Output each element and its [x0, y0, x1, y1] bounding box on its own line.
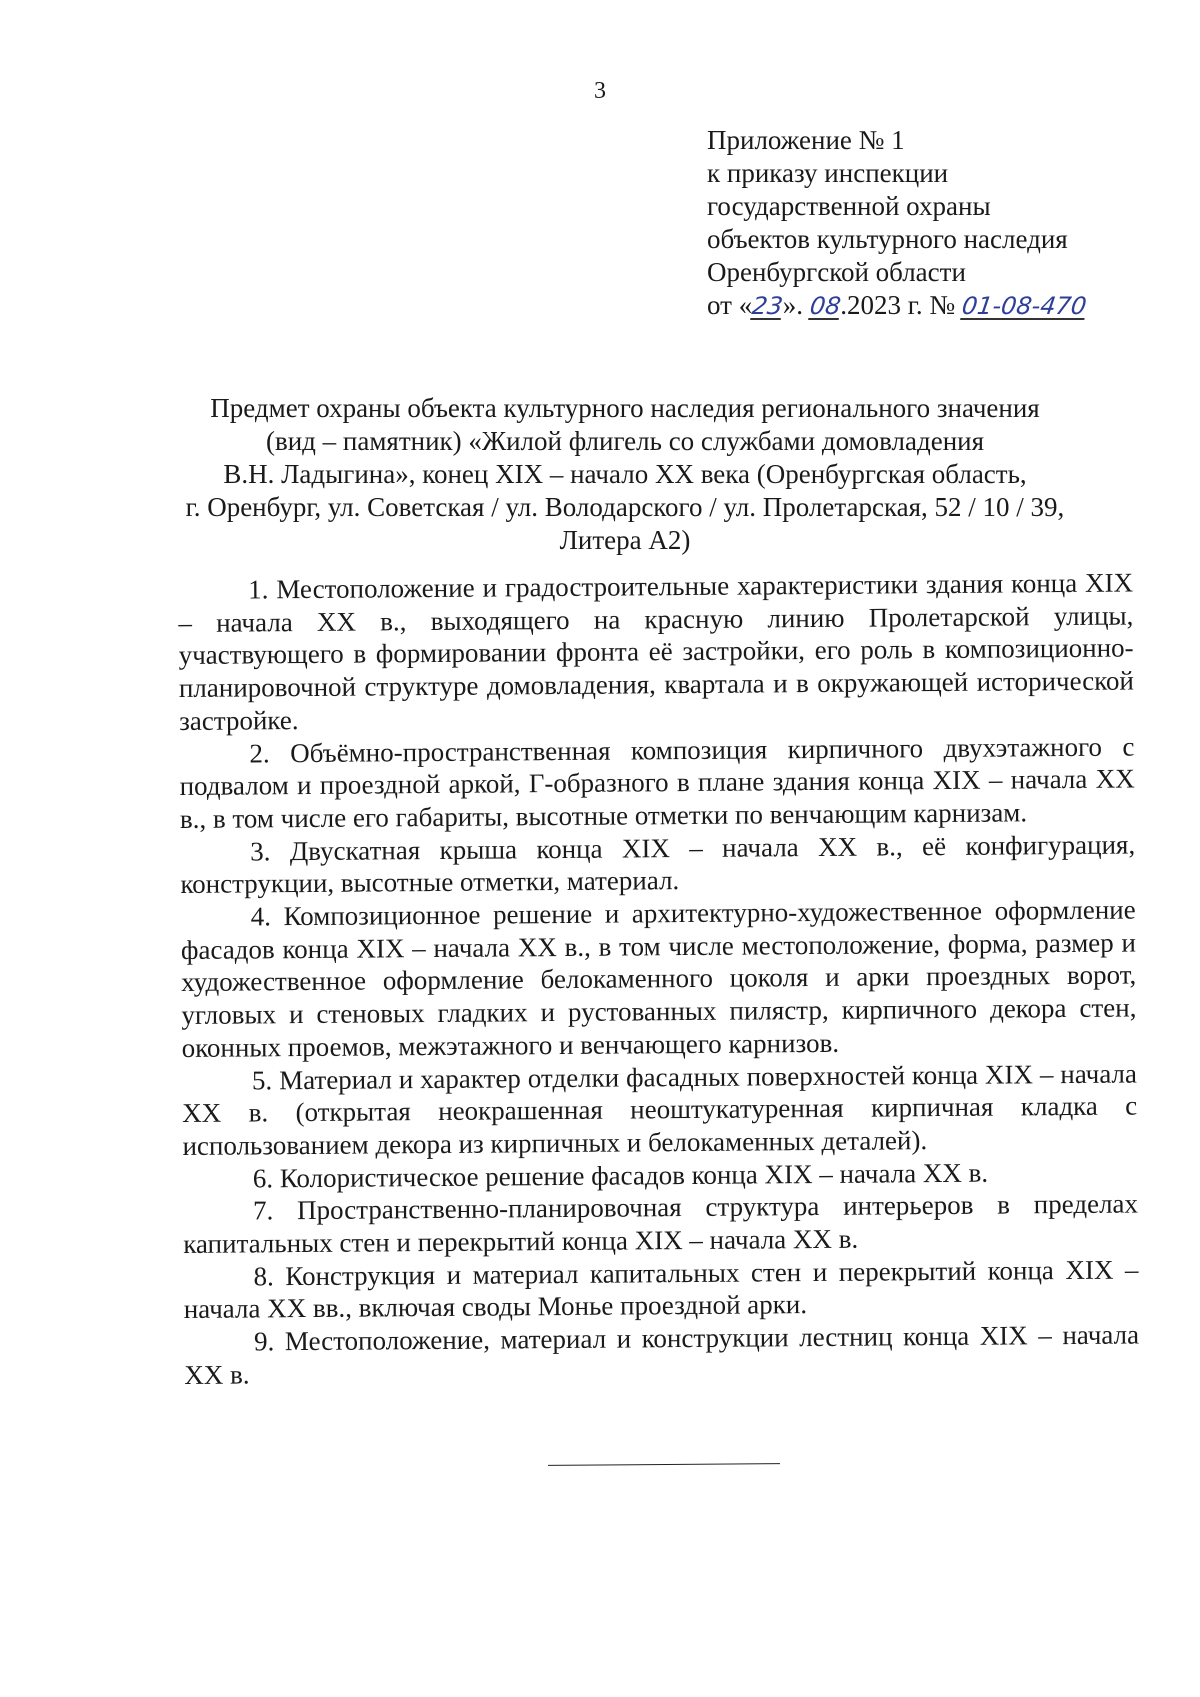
list-item: 6. Колористическое решение фасадов конца XIX – начала XX в.: [252, 1157, 989, 1194]
appendix-line: к приказу инспекции: [707, 158, 949, 188]
title-line: Предмет охраны объекта культурного наследия регионального значения: [210, 393, 1040, 423]
end-divider: [548, 1463, 780, 1466]
date-prefix: от «: [707, 290, 753, 320]
handwritten-order-number: 01-08-470: [959, 292, 1089, 320]
appendix-date-line: [707, 289, 1177, 323]
list-item: 5. Материал и характер отделки фасадных поверхностей конца XIX – начала XX в. (открытая неокрашенная неоштукатуренная кирпичная кладка с использованием декора из кирпичных и белокаменных деталей).: [182, 1058, 1138, 1161]
list-item: 8. Конструкция и материал капитальных стен и перекрытий конца XIX – начала XX вв., включая своды Монье проездной арки.: [183, 1254, 1139, 1325]
appendix-line: Оренбургской области: [707, 257, 966, 287]
handwritten-month: 08: [807, 292, 843, 320]
title-line: В.Н. Ладыгина», конец XIX – начало XX века (Оренбургская область,: [223, 459, 1027, 489]
page-number: 3: [594, 78, 606, 104]
list-item: 9. Местоположение, материал и конструкции лестниц конца XIX – начала XX в.: [184, 1319, 1140, 1390]
list-item: 2. Объёмно-пространственная композиция кирпичного двухэтажного с подвалом и проездной аркой, Г-образного в плане здания конца XIX – начала XX в., в том числе его габариты, высотные отметки по венчающим карнизам.: [179, 731, 1135, 834]
appendix-block: [707, 124, 1177, 323]
list-item: 1. Местоположение и градостроительные характеристики здания конца XIX – начала XX в., выходящего на красную линию Пролетарской улицы, участвующего в формировании фронта её застройки, его роль в композиционно-планировочной структуре домовладения, квартала и в окружающей исторической застройке.: [178, 567, 1134, 736]
title-line: (вид – памятник) «Жилой флигель со службами домовладения: [265, 426, 985, 456]
appendix-line: Приложение № 1: [707, 125, 905, 155]
title-line: Литера А2): [559, 525, 691, 555]
document-title: [150, 392, 1100, 557]
date-rest: .2023 г. №: [840, 290, 962, 320]
list-item: 3. Двускатная крыша конца XIX – начала XX в., её конфигурация, конструкции, высотные отметки, материал.: [180, 829, 1136, 900]
date-separator: ».: [782, 290, 810, 320]
protection-items-list: [178, 566, 1139, 1391]
title-line: г. Оренбург, ул. Советская / ул. Володарского / ул. Пролетарская, 52 / 10 / 39,: [185, 492, 1065, 522]
appendix-line: государственной охраны: [707, 191, 991, 221]
list-item: 7. Пространственно-планировочная структура интерьеров в пределах капитальных стен и перекрытий конца XIX – начала XX в.: [183, 1188, 1139, 1260]
list-item: 4. Композиционное решение и архитектурно-художественное оформление фасадов конца XIX – начала XX в., в том числе местоположение, форма, размер и художественное оформление белокаменного цоколя и арки проездных ворот, угловых и стеновых гладких и рустованных пилястр, кирпичного декора стен, оконных проемов, межэтажного и венчающего карнизов.: [180, 894, 1137, 1063]
appendix-line: объектов культурного наследия: [707, 224, 1068, 254]
handwritten-day: 23: [750, 292, 785, 320]
